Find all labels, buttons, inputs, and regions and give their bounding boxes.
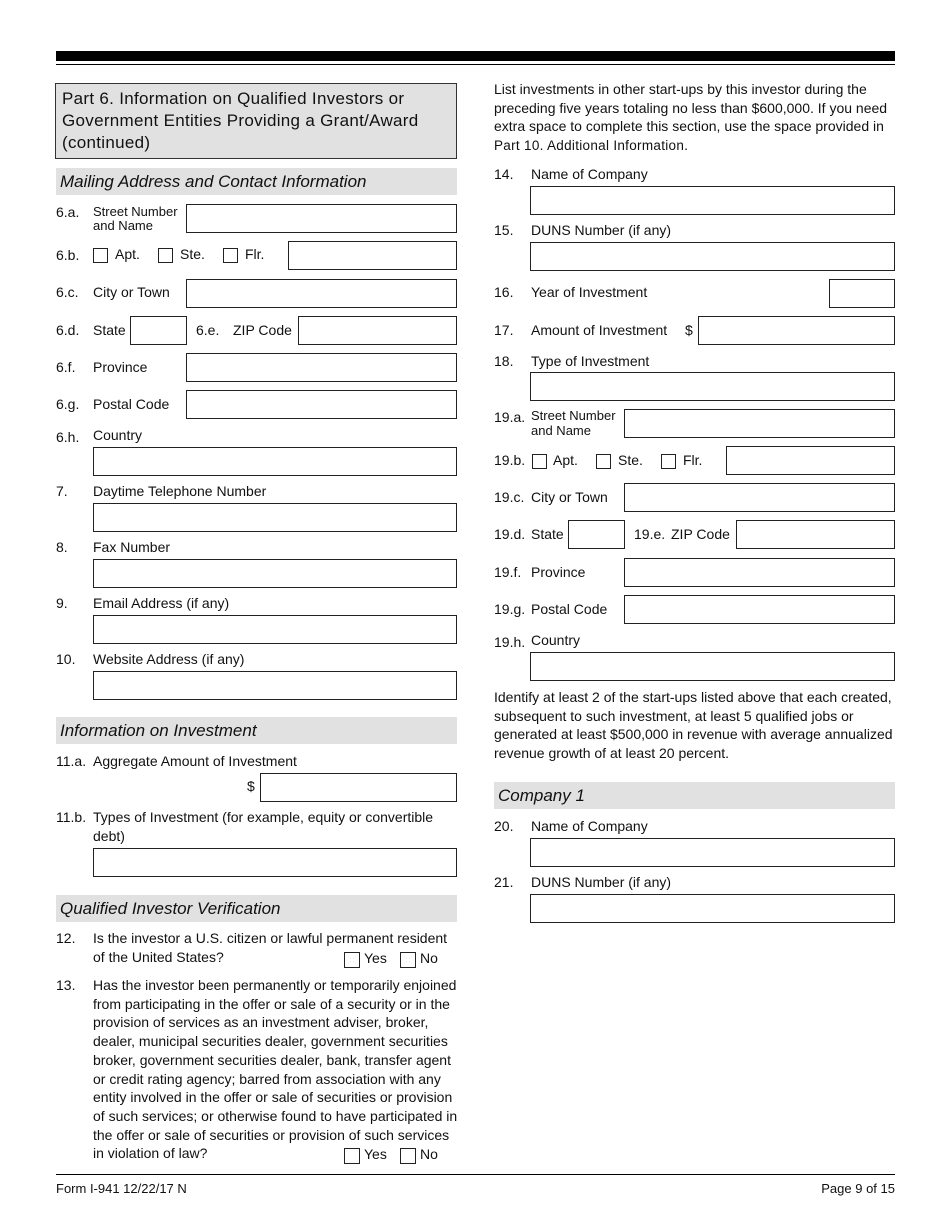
item-number: 9.: [56, 595, 68, 611]
types-label-line1: Types of Investment (for example, equity or convertible: [93, 809, 434, 825]
street-input[interactable]: [624, 409, 895, 438]
q12-no-checkbox[interactable]: [400, 952, 416, 968]
ste-label: Ste.: [618, 452, 643, 468]
state-label: State: [93, 322, 126, 338]
identify-instructions: Identify at least 2 of the start-ups listed above that each created, subsequent to such investment, at least 5 qualified jobs or generated at least $500,000 in revenue with average annualized revenue growth of at least 20 percent.: [494, 689, 893, 762]
q12-line1: Is the investor a U.S. citizen or lawful permanent resident: [93, 930, 448, 946]
fax-input[interactable]: [93, 559, 457, 588]
section-mailing-address: Mailing Address and Contact Information: [56, 168, 457, 195]
item-number: 19.e.: [634, 526, 666, 542]
year-input[interactable]: [829, 279, 895, 308]
company1-name-input[interactable]: [530, 838, 895, 867]
page-number: Page 9 of 15: [821, 1181, 895, 1196]
province-input[interactable]: [624, 558, 895, 587]
item-number: 6.a.: [56, 204, 80, 220]
ste-label: Ste.: [180, 246, 205, 262]
item-number: 6.f.: [56, 359, 76, 375]
email-input[interactable]: [93, 615, 457, 644]
item-number: 6.g.: [56, 396, 80, 412]
part-header: Part 6. Information on Qualified Investors or Government Entities Providing a Grant/Award (continued): [55, 83, 457, 159]
street-label-line2: and Name: [531, 423, 591, 438]
street-label-line1: Street Number: [93, 204, 178, 219]
province-label: Province: [531, 564, 586, 580]
item-number: 19.f.: [494, 564, 522, 580]
year-label: Year of Investment: [531, 284, 648, 300]
item-number: 16.: [494, 284, 514, 300]
duns-input[interactable]: [530, 242, 895, 271]
investments-intro: List investments in other start-ups by this investor during the preceding five years totaling no less than $600,000. If you need extra space to complete this section, use the space provided in Part 10. Additional Information.: [494, 81, 888, 154]
province-input[interactable]: [186, 353, 457, 382]
item-number: 6.b.: [56, 247, 80, 263]
zip-label: ZIP Code: [671, 526, 730, 542]
q13-text: Has the investor been permanently or temporarily enjoined from participating in the offer or sale of a security or in the provision of services as an investment adviser, broker, dealer, municipal securities dealer, government securities broker, government securities dealer, bank, transfer agent or credit rating agency; barred from association with any entity involved in the offer or sale of securities or provision of such services; or otherwise found to have participated in the offer or sale of securities or provision of such services in violation of law?: [93, 977, 458, 1162]
state-label: State: [531, 526, 564, 542]
type-label: Type of Investment: [531, 353, 650, 369]
country-input[interactable]: [530, 652, 895, 681]
aggregate-amount-input[interactable]: [260, 773, 457, 802]
top-rule-thick: [56, 51, 895, 61]
item-number: 19.b.: [494, 452, 526, 468]
q13-yes-label: Yes: [364, 1146, 387, 1162]
q12-line2: of the United States?: [93, 949, 224, 965]
company1-name-label: Name of Company: [531, 818, 648, 834]
apt-label: Apt.: [115, 246, 140, 262]
apt-label: Apt.: [553, 452, 578, 468]
q12-yes-checkbox[interactable]: [344, 952, 360, 968]
q12-yes-label: Yes: [364, 950, 387, 966]
apt-number-input[interactable]: [726, 446, 895, 475]
dollar-sign: $: [247, 778, 255, 794]
postal-input[interactable]: [186, 390, 457, 419]
section-investor-verification: Qualified Investor Verification: [56, 895, 457, 922]
country-label: Country: [93, 427, 143, 443]
item-number: 11.b.: [56, 809, 87, 825]
q13-no-checkbox[interactable]: [400, 1148, 416, 1164]
part10-reference: Part 10. Additional Information: [494, 138, 685, 154]
province-label: Province: [93, 359, 148, 375]
q12-no-label: No: [420, 950, 438, 966]
company1-duns-label: DUNS Number (if any): [531, 874, 672, 890]
ste-checkbox[interactable]: [158, 248, 173, 263]
flr-checkbox[interactable]: [661, 454, 676, 469]
email-label: Email Address (if any): [93, 595, 230, 611]
item-number: 12.: [56, 930, 76, 946]
apt-checkbox[interactable]: [93, 248, 108, 263]
company-name-input[interactable]: [530, 186, 895, 215]
item-number: 8.: [56, 539, 68, 555]
state-select[interactable]: [568, 520, 625, 549]
flr-label: Flr.: [683, 452, 703, 468]
apt-number-input[interactable]: [288, 241, 457, 270]
flr-label: Flr.: [245, 246, 265, 262]
website-label: Website Address (if any): [93, 651, 245, 667]
type-input[interactable]: [530, 372, 895, 401]
city-label: City or Town: [93, 284, 170, 300]
postal-label: Postal Code: [531, 601, 608, 617]
flr-checkbox[interactable]: [223, 248, 238, 263]
item-number: 19.g.: [494, 601, 526, 617]
item-number: 7.: [56, 483, 68, 499]
item-number: 20.: [494, 818, 514, 834]
company1-duns-input[interactable]: [530, 894, 895, 923]
city-label: City or Town: [531, 489, 608, 505]
apt-checkbox[interactable]: [532, 454, 547, 469]
zip-input[interactable]: [736, 520, 895, 549]
item-number: 13.: [56, 977, 76, 993]
q13-yes-checkbox[interactable]: [344, 1148, 360, 1164]
state-select[interactable]: [130, 316, 187, 345]
item-number: 19.h.: [494, 634, 526, 650]
phone-input[interactable]: [93, 503, 457, 532]
item-number: 21.: [494, 874, 514, 890]
q13-no-label: No: [420, 1146, 438, 1162]
item-number: 18.: [494, 353, 514, 369]
item-number: 19.a.: [494, 409, 526, 425]
fax-label: Fax Number: [93, 539, 171, 555]
aggregate-label: Aggregate Amount of Investment: [93, 753, 297, 769]
company-name-label: Name of Company: [531, 166, 648, 182]
city-input[interactable]: [186, 279, 457, 308]
street-label-line1: Street Number: [531, 408, 616, 423]
website-input[interactable]: [93, 671, 457, 700]
item-number: 19.d.: [494, 526, 526, 542]
item-number: 6.e.: [196, 322, 220, 338]
country-label: Country: [531, 632, 581, 648]
section-investment-info: Information on Investment: [56, 717, 457, 744]
street-label-line2: and Name: [93, 218, 153, 233]
section-company-1: Company 1: [494, 782, 895, 809]
types-input[interactable]: [93, 848, 457, 877]
amount-label: Amount of Investment: [531, 322, 668, 338]
form-identifier: Form I-941 12/22/17 N: [56, 1181, 187, 1196]
postal-label: Postal Code: [93, 396, 170, 412]
item-number: 6.h.: [56, 429, 80, 445]
zip-label: ZIP Code: [233, 322, 292, 338]
postal-input[interactable]: [624, 595, 895, 624]
item-number: 17.: [494, 322, 514, 338]
item-number: 6.d.: [56, 322, 80, 338]
item-number: 11.a.: [56, 753, 87, 769]
types-label-line2: debt): [93, 828, 125, 844]
item-number: 15.: [494, 222, 514, 238]
country-input[interactable]: [93, 447, 457, 476]
ste-checkbox[interactable]: [596, 454, 611, 469]
phone-label: Daytime Telephone Number: [93, 483, 267, 499]
duns-label: DUNS Number (if any): [531, 222, 672, 238]
zip-input[interactable]: [298, 316, 457, 345]
item-number: 14.: [494, 166, 514, 182]
item-number: 19.c.: [494, 489, 525, 505]
top-rule-thin: [56, 64, 895, 65]
item-number: 10.: [56, 651, 76, 667]
footer-rule: [56, 1174, 895, 1175]
city-input[interactable]: [624, 483, 895, 512]
item-number: 6.c.: [56, 284, 79, 300]
dollar-sign: $: [685, 322, 693, 338]
amount-input[interactable]: [698, 316, 895, 345]
street-input[interactable]: [186, 204, 457, 233]
